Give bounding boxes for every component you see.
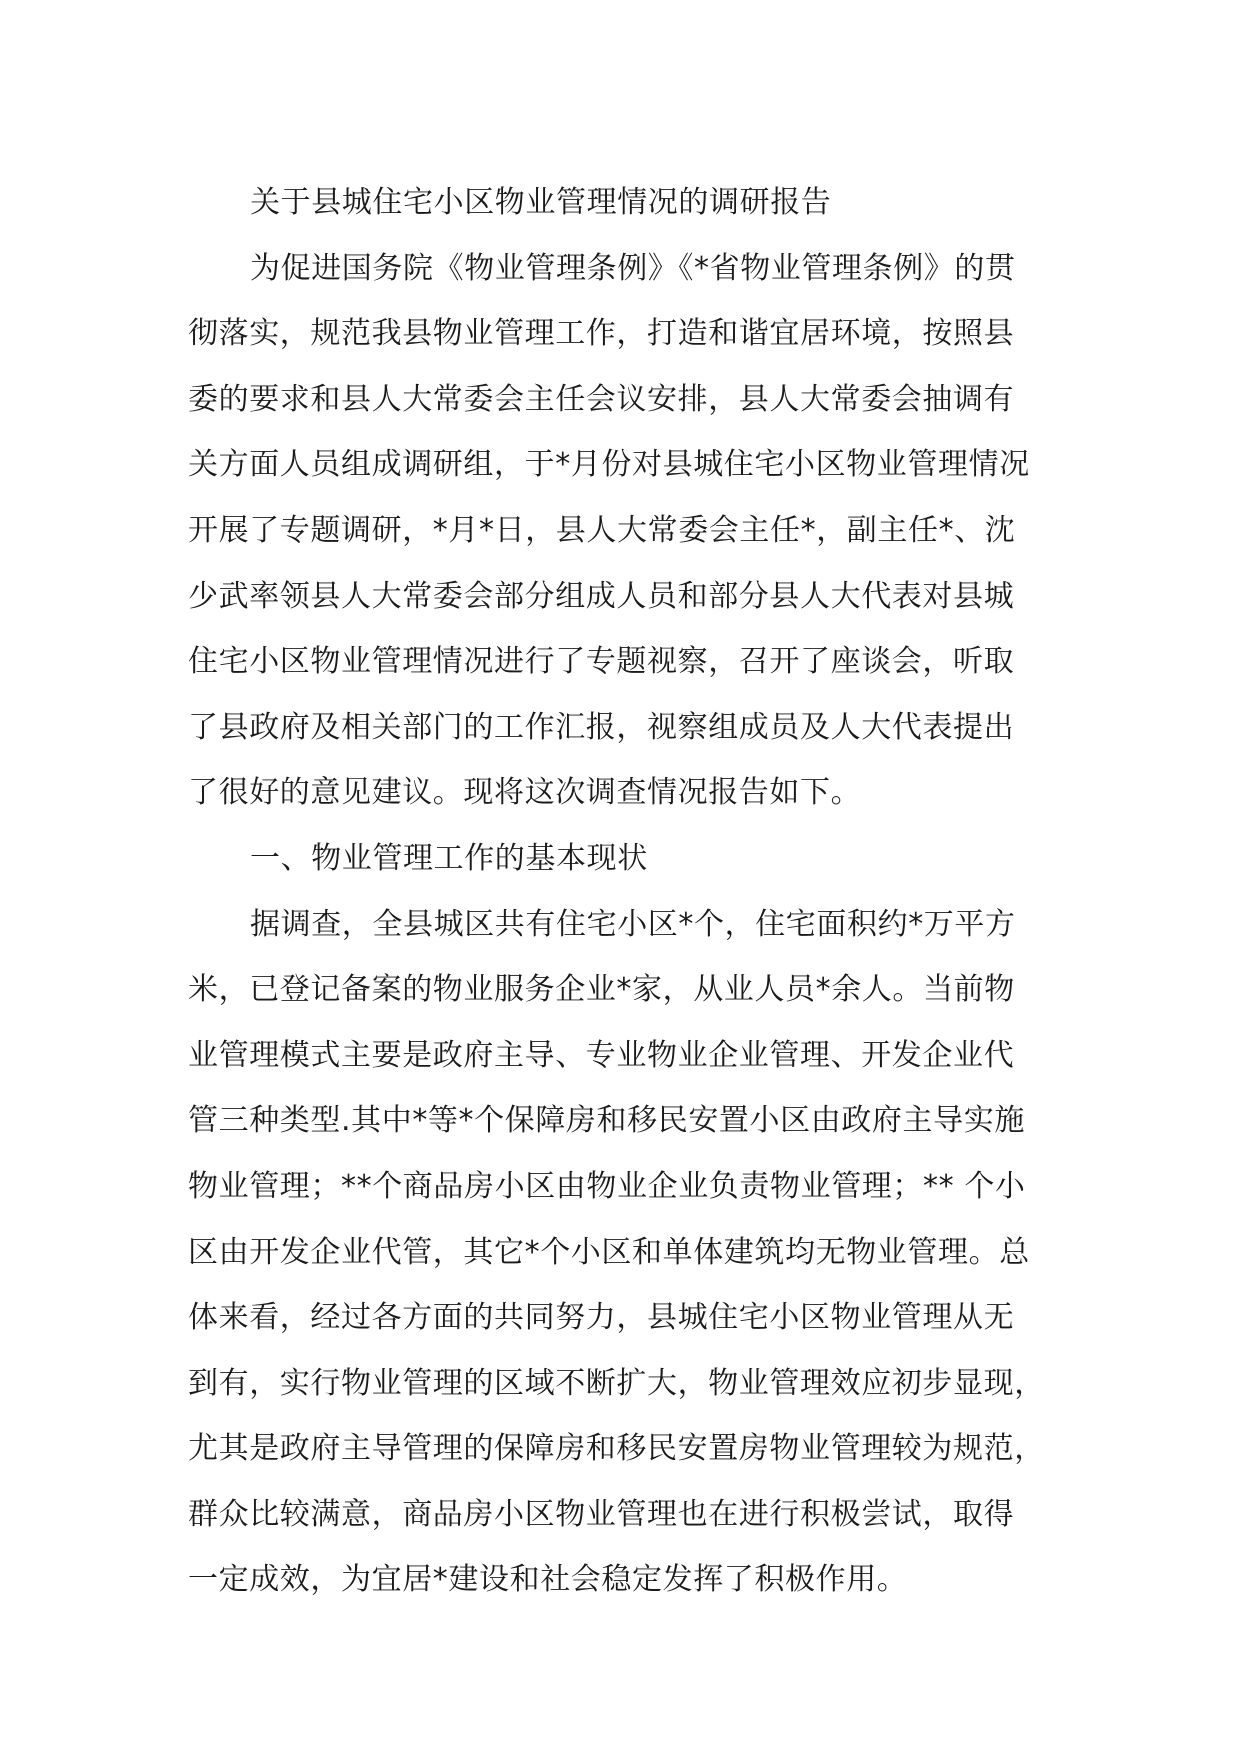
paragraph-line: 物业管理；**个商品房小区由物业企业负责物业管理；** 个小 — [188, 1168, 1026, 1204]
paragraph-line: 开展了专题调研，*月*日，县人大常委会主任*，副主任*、沈 — [188, 512, 1016, 548]
paragraph-line: 住宅小区物业管理情况进行了专题视察，召开了座谈会，听取 — [188, 644, 1015, 680]
paragraph-line: 尤其是政府主导管理的保障房和移民安置房物业管理较为规范， — [188, 1431, 1045, 1467]
paragraph-line: 业管理模式主要是政府主导、专业物业企业管理、开发企业代 — [188, 1037, 1015, 1073]
paragraph-line: 为促进国务院《物业管理条例》《*省物业管理条例》的贯 — [250, 250, 1016, 286]
paragraph-line: 管三种类型.其中*等*个保障房和移民安置小区由政府主导实施 — [188, 1103, 1025, 1139]
paragraph-line: 少武率领县人大常委会部分组成人员和部分县人大代表对县城 — [188, 578, 1015, 614]
report-title: 关于县城住宅小区物业管理情况的调研报告 — [250, 185, 832, 220]
paragraph-line: 据调查，全县城区共有住宅小区*个，住宅面积约*万平方 — [250, 906, 1016, 942]
paragraph-line: 彻落实，规范我县物业管理工作，打造和谐宜居环境，按照县 — [188, 316, 1015, 352]
paragraph-line: 米，已登记备案的物业服务企业*家，从业人员*余人。当前物 — [188, 972, 1015, 1008]
paragraph-line: 了县政府及相关部门的工作汇报，视察组成员及人大代表提出 — [188, 709, 1015, 745]
paragraph-line: 到有，实行物业管理的区域不断扩大，物业管理效应初步显现， — [188, 1365, 1045, 1401]
paragraph-line: 一定成效，为宜居*建设和社会稳定发挥了积极作用。 — [188, 1562, 908, 1598]
paragraph-line: 区由开发企业代管，其它*个小区和单体建筑均无物业管理。总 — [188, 1234, 1030, 1270]
paragraph-line: 委的要求和县人大常委会主任会议安排，县人大常委会抽调有 — [188, 381, 1015, 417]
paragraph-line: 体来看，经过各方面的共同努力，县城住宅小区物业管理从无 — [188, 1300, 1015, 1336]
intro-paragraph — [188, 236, 1068, 826]
status-paragraph — [188, 892, 1068, 1614]
section-heading: 一、物业管理工作的基本现状 — [250, 840, 648, 876]
paragraph-line: 了很好的意见建议。现将这次调查情况报告如下。 — [188, 775, 862, 811]
paragraph-line: 群众比较满意，商品房小区物业管理也在进行积极尝试，取得 — [188, 1496, 1015, 1532]
report-body — [188, 170, 1068, 1613]
paragraph-line: 关方面人员组成调研组，于*月份对县城住宅小区物业管理情况 — [188, 447, 1030, 483]
